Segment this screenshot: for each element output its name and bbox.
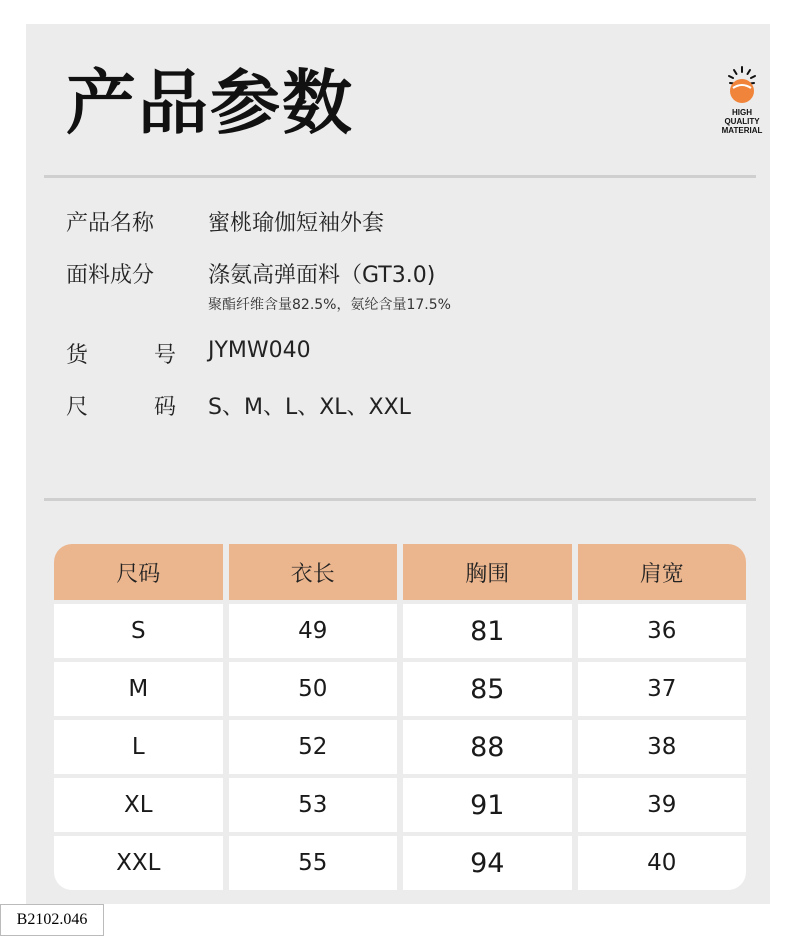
table-row xyxy=(54,778,746,832)
divider-bottom xyxy=(44,498,756,501)
table-cell: 88 xyxy=(403,720,572,774)
table-header xyxy=(54,544,746,600)
info-label: 面料成分 xyxy=(66,263,155,288)
column-header: 衣长 xyxy=(229,544,398,600)
table-row xyxy=(54,836,746,890)
divider-top xyxy=(44,175,756,178)
table-row xyxy=(54,662,746,716)
info-value: S、M、L、XL、XXL xyxy=(208,395,411,420)
column-header: 胸围 xyxy=(403,544,572,600)
table-cell: 91 xyxy=(403,778,572,832)
table-cell: 85 xyxy=(403,662,572,716)
badge-text-line: MATERIAL xyxy=(721,126,763,135)
table-cell: 49 xyxy=(229,604,398,658)
table-cell: 37 xyxy=(578,662,747,716)
column-header: 肩宽 xyxy=(578,544,747,600)
table-cell: 53 xyxy=(229,778,398,832)
table-cell: XL xyxy=(54,778,223,832)
image-code-label: B2102.046 xyxy=(0,904,104,936)
table-row xyxy=(54,720,746,774)
table-cell: 94 xyxy=(403,836,572,890)
size-table xyxy=(54,544,746,890)
info-label: 货 号 xyxy=(66,343,176,368)
sun-icon xyxy=(727,64,757,104)
product-parameters-card xyxy=(26,24,770,904)
table-cell: 81 xyxy=(403,604,572,658)
table-cell: 50 xyxy=(229,662,398,716)
badge-text-line: HIGH xyxy=(732,108,752,117)
info-value: 涤氨高弹面料（GT3.0) xyxy=(208,263,436,288)
quality-badge xyxy=(714,64,770,135)
table-cell: 40 xyxy=(578,836,747,890)
table-cell: M xyxy=(54,662,223,716)
table-cell: XXL xyxy=(54,836,223,890)
table-cell: 39 xyxy=(578,778,747,832)
info-label: 产品名称 xyxy=(66,211,155,236)
page-title: 产品参数 xyxy=(66,62,354,144)
info-label: 尺 码 xyxy=(66,395,176,420)
table-row xyxy=(54,604,746,658)
table-cell: 38 xyxy=(578,720,747,774)
table-cell: L xyxy=(54,720,223,774)
badge-text-line: QUALITY xyxy=(724,117,760,126)
table-cell: 36 xyxy=(578,604,747,658)
info-value: 蜜桃瑜伽短袖外套 xyxy=(208,211,385,236)
fabric-detail: 聚酯纤维含量82.5%，氨纶含量17.5% xyxy=(208,297,451,313)
table-cell: S xyxy=(54,604,223,658)
table-cell: 55 xyxy=(229,836,398,890)
column-header: 尺码 xyxy=(54,544,223,600)
table-cell: 52 xyxy=(229,720,398,774)
info-value: JYMW040 xyxy=(208,338,311,363)
